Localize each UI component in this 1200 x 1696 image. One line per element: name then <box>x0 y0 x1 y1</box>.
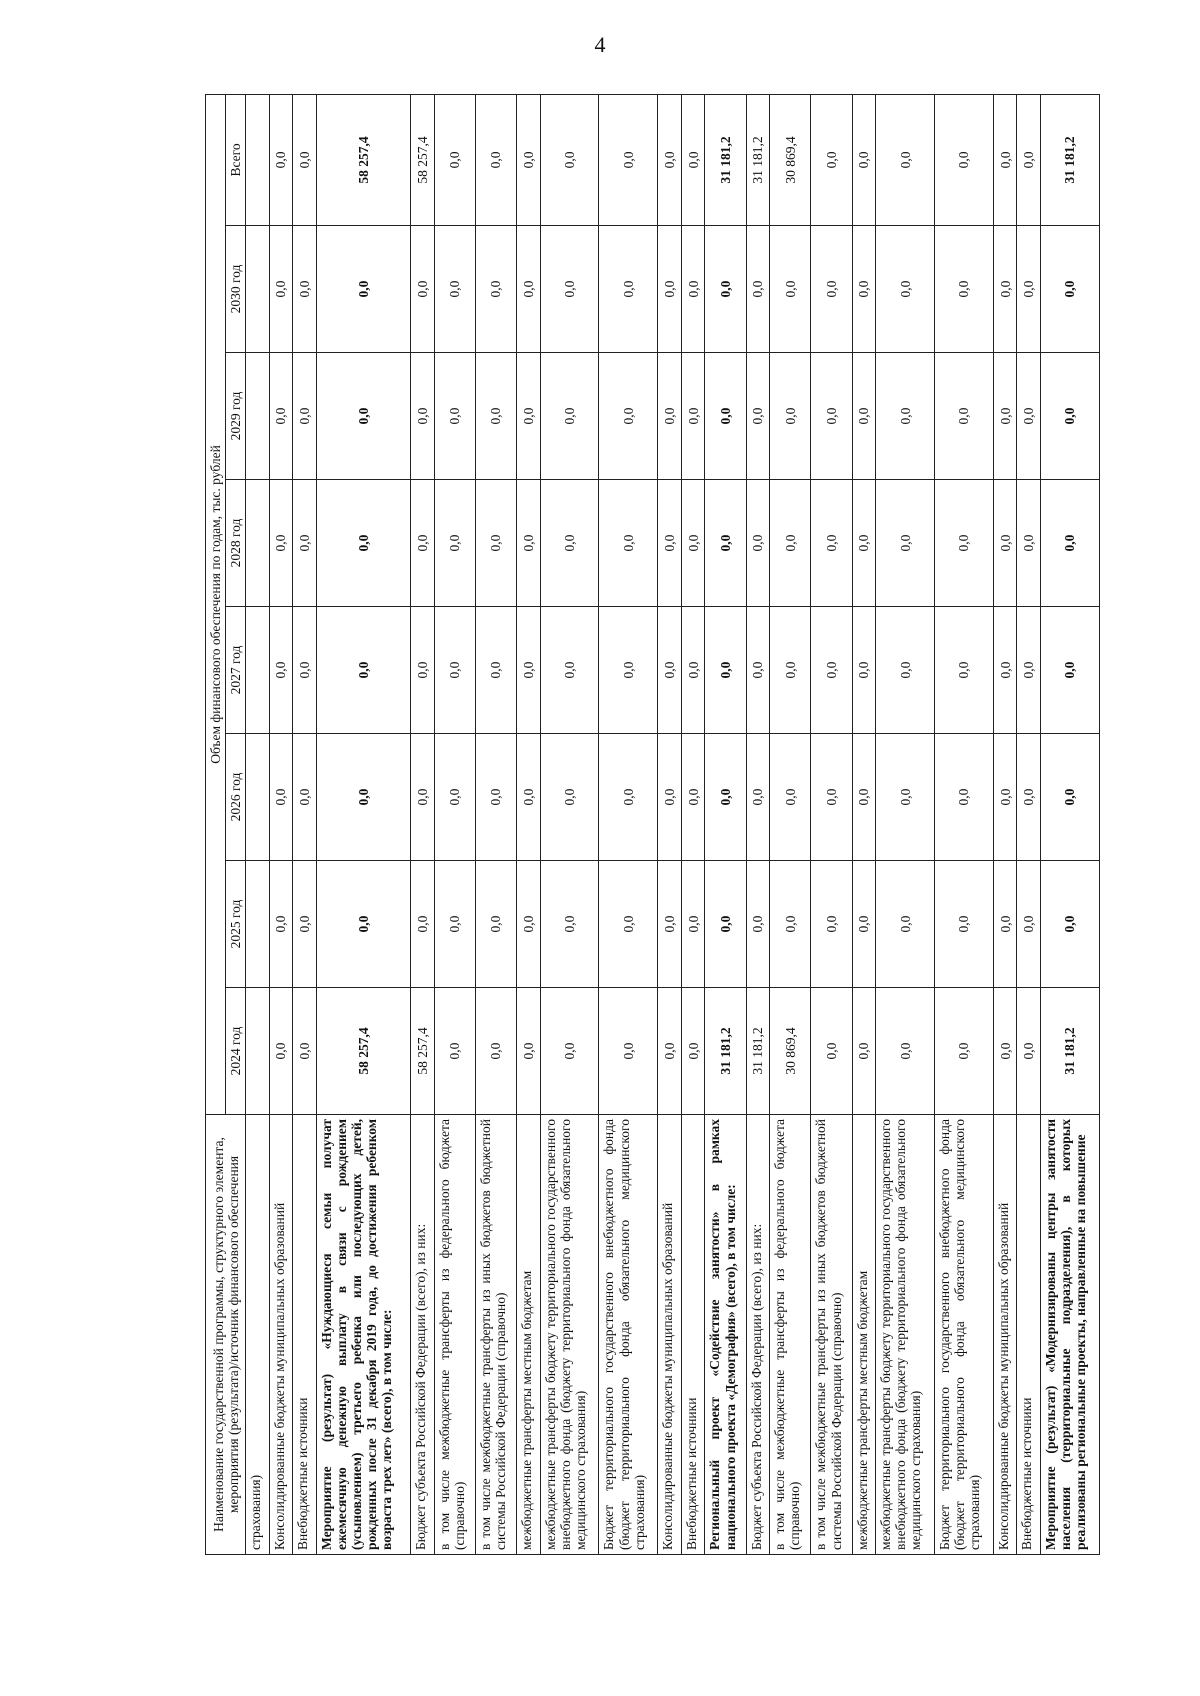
row-value-cell: 0,0 <box>475 734 516 861</box>
row-value-cell: 31 181,2 <box>746 988 770 1115</box>
row-value-cell: 0,0 <box>935 734 994 861</box>
table-row <box>475 94 516 1554</box>
row-value-cell: 0,0 <box>475 861 516 988</box>
row-value-cell: 0,0 <box>811 480 852 607</box>
row-name-cell <box>540 1115 599 1555</box>
row-value-cell: 0,0 <box>705 734 746 861</box>
row-name: в том числе межбюджетные трансферты из федерального бюджета (справочно) <box>436 1119 467 1550</box>
row-total-cell: 31 181,2 <box>705 94 746 225</box>
row-value-cell <box>246 353 270 480</box>
header-year: 2026 год <box>226 734 246 861</box>
row-total-cell: 0,0 <box>599 94 658 225</box>
row-value-cell: 0,0 <box>434 480 475 607</box>
row-total-cell: 58 257,4 <box>411 94 435 225</box>
row-value-cell: 0,0 <box>681 988 705 1115</box>
row-value-cell: 0,0 <box>517 607 541 734</box>
row-value-cell <box>246 480 270 607</box>
row-value-cell: 0,0 <box>599 861 658 988</box>
row-value-cell: 0,0 <box>852 480 876 607</box>
row-value-cell: 0,0 <box>876 734 935 861</box>
rotated-table-container <box>205 95 1100 1555</box>
row-value-cell: 0,0 <box>475 607 516 734</box>
row-value-cell: 0,0 <box>705 353 746 480</box>
row-total-cell: 0,0 <box>540 94 599 225</box>
row-value-cell: 0,0 <box>658 480 682 607</box>
row-total-cell: 0,0 <box>811 94 852 225</box>
row-name: межбюджетные трансферты бюджету территориального государственного внебюджетного фонда (бюджету территориального фонда обязательного медицинского страхования) <box>542 1119 588 1550</box>
row-value-cell: 0,0 <box>993 480 1017 607</box>
row-value-cell: 0,0 <box>411 734 435 861</box>
row-name: страхования) <box>248 1474 264 1550</box>
row-value-cell: 0,0 <box>681 353 705 480</box>
row-value-cell: 0,0 <box>876 861 935 988</box>
row-value-cell: 0,0 <box>1040 607 1099 734</box>
row-total-cell: 0,0 <box>681 94 705 225</box>
row-value-cell: 0,0 <box>599 353 658 480</box>
row-name: межбюджетные трансферты бюджету территориального государственного внебюджетного фонда (бюджету территориального фонда обязательного медицинского страхования) <box>878 1119 924 1550</box>
row-value-cell: 0,0 <box>540 226 599 353</box>
table-row <box>434 94 475 1554</box>
row-value-cell: 31 181,2 <box>1040 988 1099 1115</box>
row-value-cell <box>246 607 270 734</box>
row-total-cell <box>246 94 270 225</box>
row-total-cell: 0,0 <box>852 94 876 225</box>
header-year: 2024 год <box>226 988 246 1115</box>
row-value-cell: 0,0 <box>876 607 935 734</box>
row-value-cell: 0,0 <box>475 480 516 607</box>
row-value-cell: 0,0 <box>411 480 435 607</box>
row-value-cell: 0,0 <box>517 226 541 353</box>
header-year: 2028 год <box>226 480 246 607</box>
row-value-cell: 0,0 <box>705 226 746 353</box>
row-value-cell: 0,0 <box>293 607 317 734</box>
table-row <box>517 94 541 1554</box>
row-value-cell: 0,0 <box>852 353 876 480</box>
row-value-cell: 0,0 <box>540 480 599 607</box>
table-row <box>681 94 705 1554</box>
row-value-cell: 0,0 <box>1017 988 1041 1115</box>
row-name-cell <box>705 1115 746 1555</box>
row-value-cell: 0,0 <box>316 226 410 353</box>
row-value-cell: 0,0 <box>681 480 705 607</box>
header-year: 2030 год <box>226 226 246 353</box>
row-value-cell: 0,0 <box>540 861 599 988</box>
row-name-cell <box>599 1115 658 1555</box>
row-value-cell: 0,0 <box>993 988 1017 1115</box>
row-value-cell: 31 181,2 <box>705 988 746 1115</box>
row-value-cell: 0,0 <box>434 607 475 734</box>
table-row <box>269 94 293 1554</box>
row-value-cell: 0,0 <box>269 480 293 607</box>
table-row <box>993 94 1017 1554</box>
row-value-cell: 0,0 <box>658 988 682 1115</box>
row-value-cell: 0,0 <box>1040 353 1099 480</box>
row-value-cell: 0,0 <box>876 988 935 1115</box>
header-group-title: Объем финансового обеспечения по годам, тыс. рублей <box>206 94 226 1114</box>
header-year: 2025 год <box>226 861 246 988</box>
row-name-cell <box>658 1115 682 1555</box>
row-value-cell: 0,0 <box>599 988 658 1115</box>
row-value-cell: 30 869,4 <box>770 988 811 1115</box>
row-value-cell: 0,0 <box>770 353 811 480</box>
row-value-cell: 0,0 <box>852 734 876 861</box>
row-value-cell: 0,0 <box>475 226 516 353</box>
row-value-cell: 0,0 <box>517 353 541 480</box>
table-row <box>811 94 852 1554</box>
financing-table <box>205 94 1100 1555</box>
row-value-cell: 0,0 <box>658 861 682 988</box>
row-name: Региональный проект «Содействие занятости» в рамках национального проекта «Демография» (всего), в том числе: <box>707 1119 738 1550</box>
row-name: Внебюджетные источники <box>1019 1397 1035 1550</box>
row-name: в том числе межбюджетные трансферты из иных бюджетов бюджетной системы Российской Федерации (справочно) <box>477 1119 508 1550</box>
row-name-cell <box>269 1115 293 1555</box>
row-value-cell: 0,0 <box>705 861 746 988</box>
row-name: Внебюджетные источники <box>683 1397 699 1550</box>
row-value-cell: 0,0 <box>1017 861 1041 988</box>
row-value-cell: 0,0 <box>681 226 705 353</box>
row-value-cell: 58 257,4 <box>411 988 435 1115</box>
row-value-cell: 0,0 <box>269 226 293 353</box>
row-value-cell: 0,0 <box>599 734 658 861</box>
row-total-cell: 58 257,4 <box>316 94 410 225</box>
row-name-cell <box>411 1115 435 1555</box>
row-value-cell: 0,0 <box>1017 353 1041 480</box>
row-name: Консолидированные бюджеты муниципальных образований <box>271 1202 287 1550</box>
row-value-cell: 0,0 <box>1040 734 1099 861</box>
row-total-cell: 0,0 <box>269 94 293 225</box>
row-total-cell: 31 181,2 <box>746 94 770 225</box>
row-value-cell: 0,0 <box>411 353 435 480</box>
row-value-cell: 0,0 <box>746 861 770 988</box>
row-name-cell <box>434 1115 475 1555</box>
row-value-cell: 0,0 <box>852 988 876 1115</box>
row-value-cell: 0,0 <box>993 353 1017 480</box>
row-name-cell <box>475 1115 516 1555</box>
row-value-cell: 0,0 <box>658 734 682 861</box>
row-value-cell: 0,0 <box>1017 734 1041 861</box>
row-value-cell: 0,0 <box>475 988 516 1115</box>
row-value-cell: 0,0 <box>770 861 811 988</box>
row-value-cell: 0,0 <box>517 861 541 988</box>
row-value-cell: 0,0 <box>269 734 293 861</box>
row-name: межбюджетные трансферты местным бюджетам <box>519 1270 535 1550</box>
row-name-cell <box>293 1115 317 1555</box>
row-value-cell: 0,0 <box>517 734 541 861</box>
row-value-cell: 0,0 <box>599 607 658 734</box>
row-value-cell: 0,0 <box>811 988 852 1115</box>
row-name: в том числе межбюджетные трансферты из федерального бюджета (справочно) <box>772 1119 803 1550</box>
row-value-cell: 0,0 <box>811 226 852 353</box>
table-row <box>876 94 935 1554</box>
row-value-cell: 0,0 <box>746 734 770 861</box>
row-value-cell: 0,0 <box>705 607 746 734</box>
header-year: 2029 год <box>226 353 246 480</box>
row-name-cell <box>681 1115 705 1555</box>
row-value-cell: 0,0 <box>770 734 811 861</box>
row-value-cell: 0,0 <box>517 988 541 1115</box>
row-value-cell: 0,0 <box>517 480 541 607</box>
row-total-cell: 0,0 <box>434 94 475 225</box>
row-value-cell <box>246 734 270 861</box>
row-value-cell: 0,0 <box>993 861 1017 988</box>
row-value-cell: 0,0 <box>540 734 599 861</box>
row-name-cell <box>770 1115 811 1555</box>
row-name-cell <box>1040 1115 1099 1555</box>
row-value-cell: 0,0 <box>269 988 293 1115</box>
header-row-top <box>206 94 226 1554</box>
row-value-cell: 0,0 <box>316 861 410 988</box>
row-value-cell: 0,0 <box>1017 480 1041 607</box>
row-value-cell: 0,0 <box>658 607 682 734</box>
header-total: Всего <box>226 94 246 225</box>
row-value-cell: 0,0 <box>935 480 994 607</box>
table-row <box>540 94 599 1554</box>
row-value-cell <box>246 861 270 988</box>
row-value-cell: 0,0 <box>540 988 599 1115</box>
table-row <box>1017 94 1041 1554</box>
row-value-cell: 0,0 <box>293 988 317 1115</box>
row-value-cell: 0,0 <box>293 480 317 607</box>
row-value-cell <box>246 226 270 353</box>
row-total-cell: 0,0 <box>293 94 317 225</box>
table-row <box>1040 94 1099 1554</box>
row-value-cell: 0,0 <box>746 480 770 607</box>
row-value-cell: 0,0 <box>935 861 994 988</box>
row-value-cell <box>246 988 270 1115</box>
row-value-cell: 0,0 <box>1040 861 1099 988</box>
row-value-cell: 58 257,4 <box>316 988 410 1115</box>
row-value-cell: 0,0 <box>993 734 1017 861</box>
row-value-cell: 0,0 <box>269 353 293 480</box>
row-total-cell: 30 869,4 <box>770 94 811 225</box>
row-name: Консолидированные бюджеты муниципальных образований <box>995 1202 1011 1550</box>
row-value-cell: 0,0 <box>316 353 410 480</box>
table-row <box>599 94 658 1554</box>
row-value-cell: 0,0 <box>876 353 935 480</box>
row-name: Мероприятие (результат) «Модернизированы центры занятости населения (территориальные подразделения), в которых реализованы региональные проекты, направленные на повышение <box>1042 1119 1089 1550</box>
row-name-cell <box>246 1115 270 1555</box>
row-value-cell: 0,0 <box>658 226 682 353</box>
table-row <box>411 94 435 1554</box>
row-total-cell: 0,0 <box>517 94 541 225</box>
row-name: Бюджет субъекта Российской Федерации (всего), из них: <box>748 1223 764 1550</box>
table-row <box>293 94 317 1554</box>
row-value-cell: 0,0 <box>746 607 770 734</box>
row-value-cell: 0,0 <box>434 226 475 353</box>
row-value-cell: 0,0 <box>434 353 475 480</box>
row-value-cell: 0,0 <box>540 353 599 480</box>
row-value-cell: 0,0 <box>811 607 852 734</box>
row-value-cell: 0,0 <box>411 607 435 734</box>
row-name-cell <box>1017 1115 1041 1555</box>
header-name-col: Наименование государственной программы, структурного элемента, мероприятия (результата)/источник финансового обеспечения <box>206 1115 246 1555</box>
row-value-cell: 0,0 <box>770 480 811 607</box>
row-name-cell <box>316 1115 410 1555</box>
row-value-cell: 0,0 <box>599 226 658 353</box>
row-name: Консолидированные бюджеты муниципальных образований <box>660 1202 676 1550</box>
row-total-cell: 0,0 <box>935 94 994 225</box>
row-value-cell: 0,0 <box>876 226 935 353</box>
row-name-cell <box>517 1115 541 1555</box>
row-name: Бюджет субъекта Российской Федерации (всего), из них: <box>413 1223 429 1550</box>
table-row <box>316 94 410 1554</box>
row-value-cell: 0,0 <box>316 480 410 607</box>
row-value-cell: 0,0 <box>852 861 876 988</box>
row-value-cell: 0,0 <box>293 734 317 861</box>
row-name: Внебюджетные источники <box>295 1397 311 1550</box>
row-value-cell: 0,0 <box>681 861 705 988</box>
row-total-cell: 0,0 <box>658 94 682 225</box>
row-value-cell: 0,0 <box>293 861 317 988</box>
page-number: 4 <box>594 32 606 57</box>
table-row <box>770 94 811 1554</box>
row-name-cell <box>935 1115 994 1555</box>
row-value-cell: 0,0 <box>770 226 811 353</box>
row-value-cell: 0,0 <box>811 861 852 988</box>
row-value-cell: 0,0 <box>1017 607 1041 734</box>
row-value-cell: 0,0 <box>316 734 410 861</box>
row-value-cell: 0,0 <box>540 607 599 734</box>
row-total-cell: 0,0 <box>993 94 1017 225</box>
row-value-cell: 0,0 <box>434 988 475 1115</box>
row-value-cell: 0,0 <box>852 226 876 353</box>
row-value-cell: 0,0 <box>935 607 994 734</box>
table-row <box>852 94 876 1554</box>
row-name-cell <box>852 1115 876 1555</box>
table-row <box>935 94 994 1554</box>
row-name: в том числе межбюджетные трансферты из иных бюджетов бюджетной системы Российской Федерации (справочно) <box>813 1119 844 1550</box>
row-value-cell: 0,0 <box>935 988 994 1115</box>
row-value-cell: 0,0 <box>876 480 935 607</box>
row-name-cell <box>993 1115 1017 1555</box>
row-value-cell: 0,0 <box>1040 480 1099 607</box>
row-value-cell: 0,0 <box>269 607 293 734</box>
row-value-cell: 0,0 <box>475 353 516 480</box>
row-value-cell: 0,0 <box>434 734 475 861</box>
table-row <box>705 94 746 1554</box>
row-value-cell: 0,0 <box>993 607 1017 734</box>
row-value-cell: 0,0 <box>852 607 876 734</box>
header-year: 2027 год <box>226 607 246 734</box>
row-name-cell <box>876 1115 935 1555</box>
row-value-cell: 0,0 <box>993 226 1017 353</box>
row-value-cell: 0,0 <box>935 226 994 353</box>
row-total-cell: 0,0 <box>876 94 935 225</box>
row-value-cell: 0,0 <box>811 353 852 480</box>
row-value-cell: 0,0 <box>681 734 705 861</box>
row-value-cell: 0,0 <box>434 861 475 988</box>
row-name: Бюджет территориального государственного внебюджетного фонда (бюджет территориального фонда обязательного медицинского страхования) <box>601 1119 647 1550</box>
row-value-cell: 0,0 <box>658 353 682 480</box>
row-value-cell: 0,0 <box>705 480 746 607</box>
row-value-cell: 0,0 <box>293 226 317 353</box>
row-value-cell: 0,0 <box>746 353 770 480</box>
row-value-cell: 0,0 <box>293 353 317 480</box>
row-value-cell: 0,0 <box>1040 226 1099 353</box>
table-row <box>658 94 682 1554</box>
row-value-cell: 0,0 <box>1017 226 1041 353</box>
row-total-cell: 0,0 <box>475 94 516 225</box>
row-name: Мероприятие (результат) «Нуждающиеся семьи получат ежемесячную денежную выплату в связи с рождением (усыновлением) третьего ребенка или последующих детей, рожденных после 31 декабря 2019 года, до достижения ребенком возраста трех лет» (всего), в том числе: <box>318 1119 395 1550</box>
row-value-cell: 0,0 <box>770 607 811 734</box>
row-value-cell: 0,0 <box>746 226 770 353</box>
row-name-cell <box>811 1115 852 1555</box>
row-total-cell: 0,0 <box>1017 94 1041 225</box>
row-value-cell: 0,0 <box>269 861 293 988</box>
row-name: Бюджет территориального государственного внебюджетного фонда (бюджет территориального фонда обязательного медицинского страхования) <box>937 1119 983 1550</box>
row-total-cell: 31 181,2 <box>1040 94 1099 225</box>
row-value-cell: 0,0 <box>599 480 658 607</box>
table-row <box>246 94 270 1554</box>
table-row <box>746 94 770 1554</box>
row-name: межбюджетные трансферты местным бюджетам <box>854 1270 870 1550</box>
row-value-cell: 0,0 <box>811 734 852 861</box>
row-value-cell: 0,0 <box>935 353 994 480</box>
row-name-cell <box>746 1115 770 1555</box>
row-value-cell: 0,0 <box>316 607 410 734</box>
row-value-cell: 0,0 <box>681 607 705 734</box>
row-value-cell: 0,0 <box>411 226 435 353</box>
table-body <box>246 94 1100 1554</box>
row-value-cell: 0,0 <box>411 861 435 988</box>
